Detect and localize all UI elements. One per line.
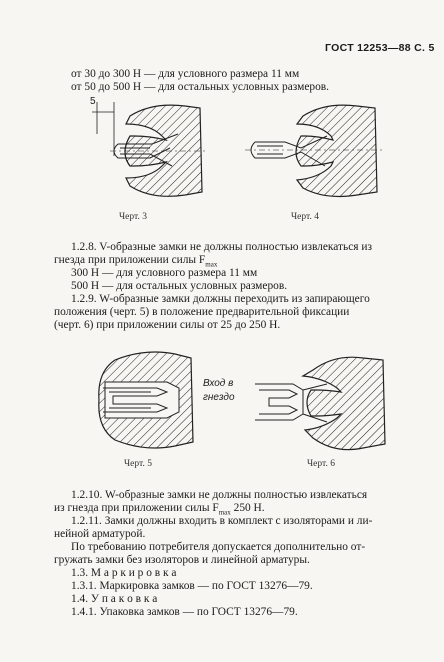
paragraph-1-2-9-line: (черт. 6) при приложении силы от 25 до 250 Н. (54, 319, 281, 331)
figure-3-caption: Черт. 3 (119, 212, 147, 222)
text-line: от 50 до 500 Н — для остальных условных размеров. (71, 81, 330, 93)
figure-4-drawing (245, 96, 395, 208)
section-heading-packing: 1.4. У п а к о в к а (71, 593, 158, 605)
paragraph-line: По требованию потребителя допускается дополнительно от- (71, 541, 366, 553)
page-header: ГОСТ 12253—88 С. 5 (325, 42, 435, 54)
paragraph-1-2-10-line: из гнезда при приложении силы $F_{max}$ 250 Н. (54, 502, 265, 517)
paragraph-1-2-8-line: 500 Н — для остальных условных размеров. (71, 280, 288, 292)
paragraph-line: гружать замки без изоляторов и линейной арматуры. (54, 554, 310, 566)
figure-5-drawing (95, 348, 205, 452)
figure-5-caption: Черт. 5 (124, 459, 152, 469)
entry-label: Вход в (203, 378, 234, 389)
paragraph-1-2-11-line: нейной арматурой. (54, 528, 146, 540)
section-1-3-1: 1.3.1. Маркировка замков — по ГОСТ 13276—79. (71, 580, 313, 592)
figure-6-drawing (245, 350, 395, 454)
section-heading-marking: 1.3. М а р к и р о в к а (71, 567, 177, 579)
dimension-label: 5 (90, 96, 96, 107)
entry-label: гнездо (203, 392, 235, 403)
paragraph-1-2-9-line: 1.2.9. W-образные замки должны переходить из запирающего (71, 293, 370, 305)
paragraph-1-2-8-line: гнезда при приложении силы $F_{max}$ (54, 254, 218, 269)
section-1-4-1: 1.4.1. Упаковка замков — по ГОСТ 13276—79. (71, 606, 298, 618)
paragraph-1-2-8-line: 1.2.8. V-образные замки не должны полностью извлекаться из (71, 241, 372, 253)
figure-3-drawing (90, 96, 220, 208)
figure-6-caption: Черт. 6 (307, 459, 335, 469)
paragraph-1-2-11-line: 1.2.11. Замки должны входить в комплект с изоляторами и ли- (71, 515, 373, 527)
text-line: от 30 до 300 Н — для условного размера 11 мм (71, 68, 300, 80)
paragraph-1-2-8-line: 300 Н — для условного размера 11 мм (71, 267, 258, 279)
figure-4-caption: Черт. 4 (291, 212, 319, 222)
paragraph-1-2-9-line: положения (черт. 5) в положение предварительной фиксации (54, 306, 350, 318)
paragraph-1-2-10-line: 1.2.10. W-образные замки не должны полностью извлекаться (71, 489, 368, 501)
